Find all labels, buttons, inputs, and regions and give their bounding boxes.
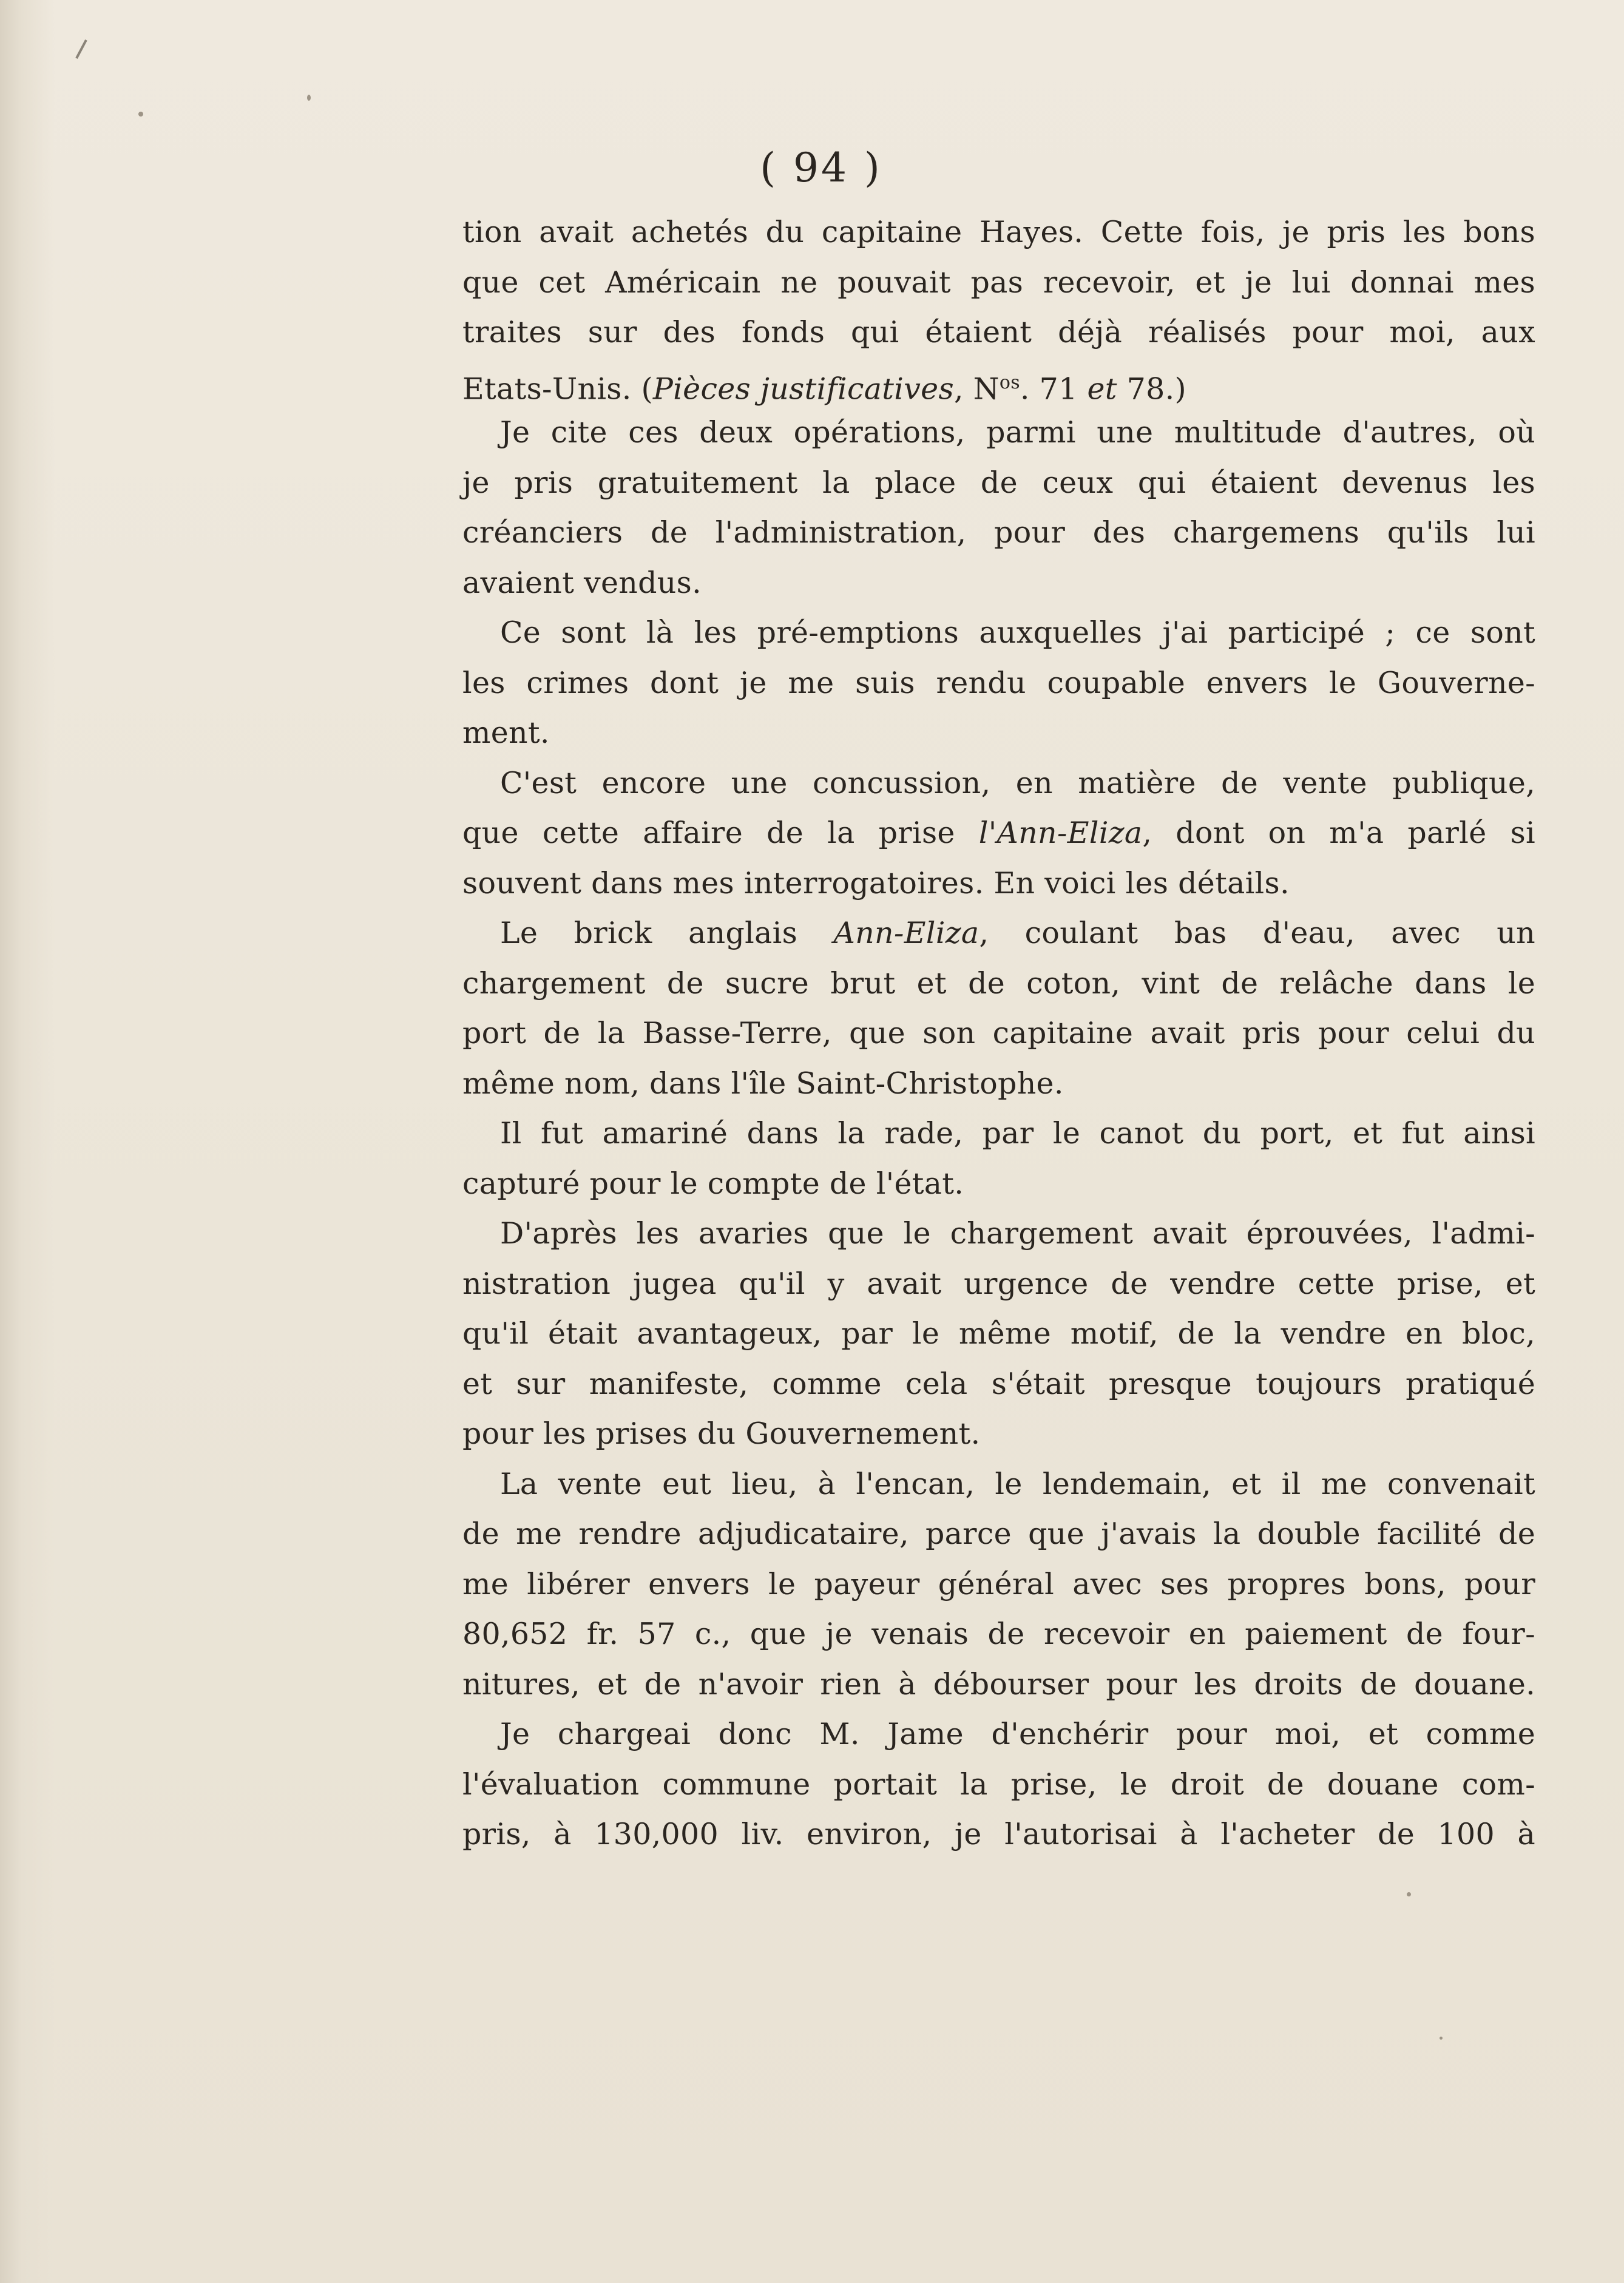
text-run: , coulant bas d'eau, avec un [979,916,1535,950]
text-run: , N [953,371,1000,406]
text-line: Je chargeai donc M. Jame d'enchérir pour moi, et comme [500,1717,1535,1751]
text-line: capturé pour le compte de l'état. [462,1166,964,1201]
paper-fleck [138,112,143,117]
body-text [462,208,1535,1860]
text-line: nistration jugea qu'il y avait urgence de vendre cette prise, et [462,1266,1535,1301]
paper-fleck [1440,2037,1443,2040]
text-run: , dont on m'a parlé si [1142,816,1535,850]
text-line: je pris gratuitement la place de ceux qui étaient devenus les [462,465,1535,500]
text-line: l'évaluation commune portait la prise, le droit de douane com- [462,1767,1535,1802]
text-run: Le brick anglais [500,916,834,950]
text-line: que cet Américain ne pouvait pas recevoir, et je lui donnai mes [462,265,1535,300]
italic-run: Pièces justificatives [652,371,954,406]
pencil-mark [75,39,87,59]
text-line: souvent dans mes interrogatoires. En voici les détails. [462,865,1290,901]
text-line: créanciers de l'administration, pour des chargemens qu'ils lui [462,515,1535,550]
superscript: os [999,371,1020,393]
text-line: pour les prises du Gouvernement. [462,1416,981,1451]
text-line: qu'il était avantageux, par le même motif, de la vendre en bloc, [462,1316,1535,1351]
text-line: ment. [462,715,550,750]
text-line: et sur manifeste, comme cela s'était presque toujours pratiqué [462,1366,1535,1401]
text-line: La vente eut lieu, à l'encan, le lendemain, et il me convenait [500,1466,1535,1501]
text-line: avaient vendus. [462,565,702,600]
paper-fleck [1407,1892,1411,1896]
italic-run: et [1087,371,1117,406]
text-line: tion avait achetés du capitaine Hayes. Cette fois, je pris les bons [462,215,1535,249]
text-line: Je cite ces deux opérations, parmi une multitude d'autres, où [500,415,1535,450]
text-line: de me rendre adjudicataire, parce que j'avais la double facilité de [462,1517,1535,1551]
text-run: Etats-Unis. ( [462,371,653,406]
text-line: Il fut amariné dans la rade, par le canot du port, et fut ainsi [500,1116,1535,1151]
text-line [462,808,1535,859]
paper-fleck [307,95,311,101]
text-line [462,358,1535,408]
text-line: chargement de sucre brut et de coton, vint de relâche dans le [462,966,1535,1001]
text-run: . 71 [1020,371,1088,406]
text-run: que cette affaire de la prise [462,816,979,850]
text-line: traites sur des fonds qui étaient déjà réalisés pour moi, aux [462,315,1535,350]
text-line: D'après les avaries que le chargement avait éprouvées, l'admi- [500,1216,1535,1251]
page-number: ( 94 ) [760,144,882,191]
text-line [462,908,1535,959]
text-line: Ce sont là les pré-emptions auxquelles j'ai participé ; ce sont [500,615,1535,650]
text-line: port de la Basse-Terre, que son capitaine avait pris pour celui du [462,1016,1535,1050]
text-line: 80,652 fr. 57 c., que je venais de recevoir en paiement de four- [462,1617,1535,1651]
text-run: 78.) [1117,371,1186,406]
italic-run: l'Ann-Eliza [978,816,1143,850]
page-gutter-shadow [0,0,55,2283]
text-line: C'est encore une concussion, en matière de vente publique, [500,765,1535,800]
text-line: les crimes dont je me suis rendu coupable envers le Gouverne- [462,665,1535,700]
italic-run: Ann-Eliza [833,916,979,950]
text-line: me libérer envers le payeur général avec ses propres bons, pour [462,1566,1535,1601]
text-line: pris, à 130,000 liv. environ, je l'autorisai à l'acheter de 100 à [462,1817,1535,1852]
text-line: nitures, et de n'avoir rien à débourser pour les droits de douane. [462,1666,1535,1702]
text-line: même nom, dans l'île Saint-Christophe. [462,1066,1064,1101]
